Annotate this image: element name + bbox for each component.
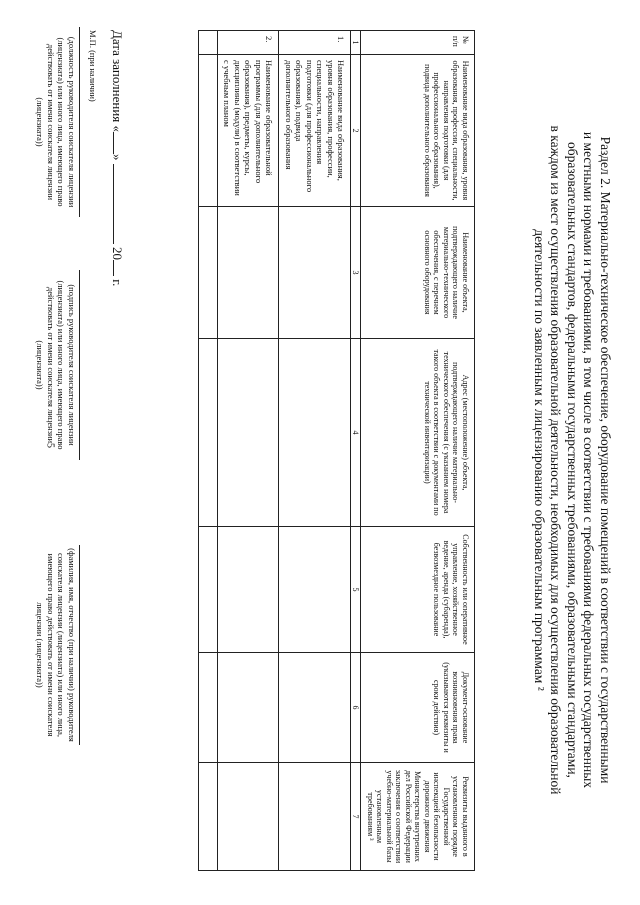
- empty-cell: [218, 207, 280, 339]
- title-line: образовательных стандартов, федеральными государственных требованиями, образовательными стандартами,: [565, 142, 580, 778]
- date-quote-close: »: [110, 154, 125, 161]
- row-education-name: Наименование вида образования, уровня образования, профессии, специальности, направления подготовки (для профессионального образования), подвида дополнительного образования: [279, 55, 351, 207]
- position-caption: (должность руководителя соискателя лицензии (лицензиата) или иного лица, имеющего право действовать от имени соискателя лицензии (лицензиата)): [35, 27, 80, 217]
- month-blank[interactable]: [113, 164, 114, 244]
- empty-cell: [218, 653, 280, 763]
- column-number: 5: [351, 527, 361, 653]
- column-number: 1: [351, 31, 361, 55]
- table-row: [199, 31, 218, 871]
- row-number: 2.: [218, 31, 280, 55]
- sign-caption: (подпись руководителя соискателя лицензии (лицензиата) или иного лица, имеющего право действовать от имени соискателя лицензии (лицензиата)): [35, 270, 80, 460]
- date-label: Дата заполнения «: [110, 30, 125, 133]
- column-number: 7: [351, 763, 361, 871]
- empty-cell: [218, 763, 280, 871]
- table-row: [218, 31, 280, 871]
- section-title: [531, 80, 614, 840]
- header-object-address: Адрес (местоположение) объекта, подтверждающего наличие материально-технического обеспечения (с указанием номера такого объекта в соответствии с документами по технической инвентаризации): [361, 339, 475, 527]
- empty-cell: [199, 55, 218, 207]
- column-number: 3: [351, 207, 361, 339]
- title-line: и местными нормами и требованиями, в том числе в соответствии с требованиями федеральных государственных: [581, 131, 597, 789]
- title-line: в каждом из мест осуществления образовательной деятельности, необходимых для осуществления образовательной: [548, 125, 564, 795]
- column-number-row: [351, 31, 361, 871]
- year-blank[interactable]: [113, 260, 114, 276]
- year-prefix: 20: [110, 247, 125, 261]
- title-line: Раздел 2. Материально-техническое обеспечение, оборудование помещений в соответствии с государственными: [598, 136, 613, 784]
- header-education-type: Наименование вида образования, уровня образования, профессии, специальности, направления подготовки (для профессионального образования), подвида дополнительного образования: [361, 55, 475, 207]
- day-blank[interactable]: [113, 132, 114, 154]
- column-number: 6: [351, 653, 361, 763]
- column-number: 2: [351, 55, 361, 207]
- table-header-row: [361, 31, 475, 871]
- signature-sign: [35, 270, 80, 460]
- empty-cell: [279, 527, 351, 653]
- empty-cell: [279, 653, 351, 763]
- rotated-page-content: [20, 5, 625, 900]
- material-base-table: [198, 30, 475, 871]
- empty-cell: [199, 653, 218, 763]
- empty-cell: [199, 31, 218, 55]
- year-suffix: г.: [110, 279, 125, 287]
- empty-cell: [199, 763, 218, 871]
- signature-position: [35, 27, 80, 217]
- fill-date: [109, 30, 125, 286]
- table-row: [279, 31, 351, 871]
- empty-cell: [199, 339, 218, 527]
- column-number: 4: [351, 339, 361, 527]
- header-number: № п/п: [361, 31, 475, 55]
- empty-cell: [279, 339, 351, 527]
- header-ownership: Собственность или оперативное управление, хозяйственное ведение, аренда (субаренда), безвозмездное пользование: [361, 527, 475, 653]
- stamp-note: М.П. (при наличии): [88, 30, 98, 102]
- row-number: 1.: [279, 31, 351, 55]
- signature-fullname: [35, 545, 80, 745]
- title-line: деятельности по заявленным к лицензированию образовательным программам ²: [532, 229, 547, 691]
- empty-cell: [279, 763, 351, 871]
- row-program-name: Наименование образовательной программы (для дополнительного образования), предметы, курсы, дисциплины (модули) в соответствии с учебным планом: [218, 55, 280, 207]
- page-number: 5: [44, 443, 56, 448]
- empty-cell: [218, 339, 280, 527]
- empty-cell: [218, 527, 280, 653]
- empty-cell: [279, 207, 351, 339]
- fullname-caption: (фамилия, имя, отчество (при наличии) руководителя соискателя лицензии (лицензиата) или иного лица, имеющего право действовать от имени соискателя лицензии (лицензиата)): [35, 545, 80, 745]
- header-object-name: Наименование объекта, подтверждающего наличие материально-технического обеспечения, с перечнем основного оборудования: [361, 207, 475, 339]
- header-basis-document: Документ-основание возникновения права (указываются реквизиты и сроки действия): [361, 653, 475, 763]
- empty-cell: [199, 527, 218, 653]
- empty-cell: [199, 207, 218, 339]
- header-gibdd-conclusion: Реквизиты выданного в установленном порядке Государственной инспекцией безопасности дорожного движения Министерства внутренних дел Российской Федерации заключения о соответствии учебно-материальной базы установленным требованиям ³: [361, 763, 475, 871]
